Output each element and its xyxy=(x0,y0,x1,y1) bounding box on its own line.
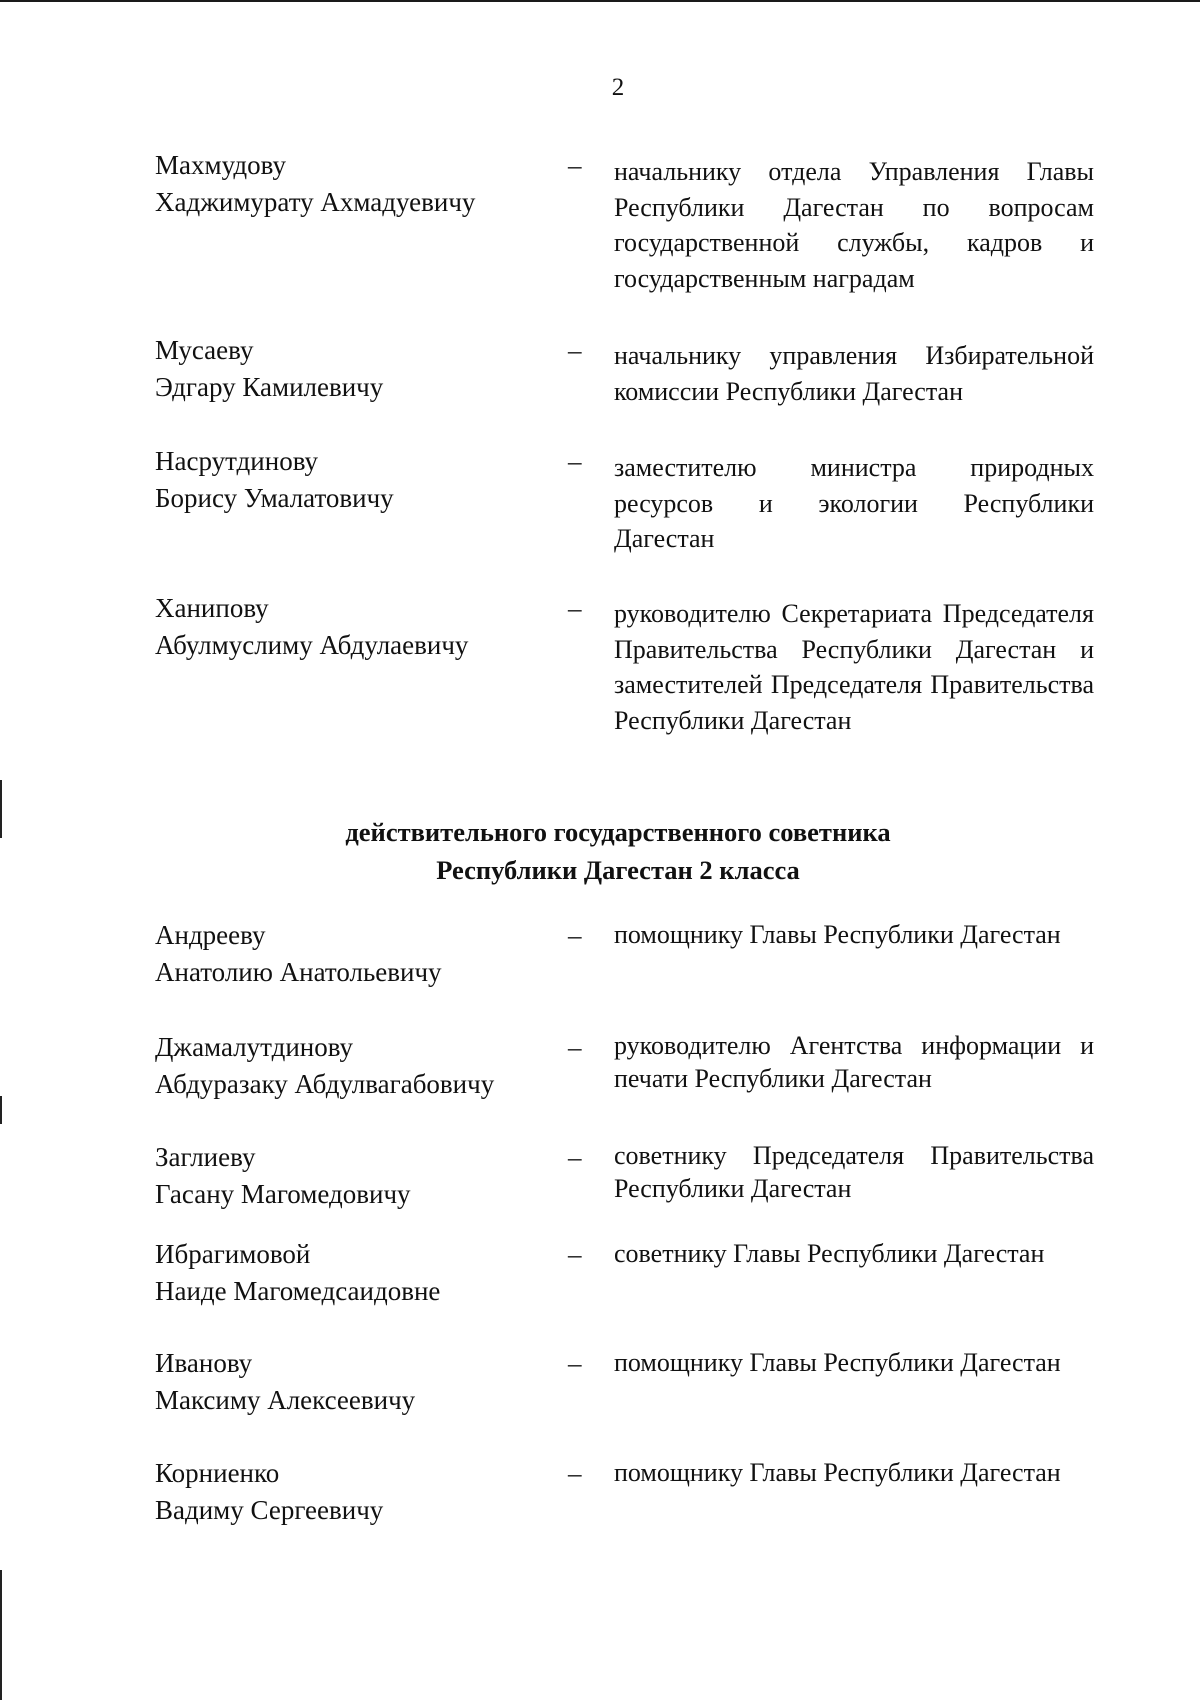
appointee-position xyxy=(614,917,1094,953)
appointee-position xyxy=(614,1029,1094,1095)
appointee-given-names: Борису Умалатовичу xyxy=(155,483,394,513)
appointee-position xyxy=(614,450,1094,557)
appointee-given-names: Абулмуслиму Абдулаевичу xyxy=(155,630,469,660)
appointee-name xyxy=(155,917,545,991)
position-line: помощнику Главы Республики Дагестан xyxy=(614,1348,1061,1377)
position-line: Республики Дагестан по вопросам xyxy=(614,192,1094,222)
appointee-name xyxy=(155,1345,545,1419)
appointee-surname: Махмудову xyxy=(155,150,286,180)
appointee-given-names: Гасану Магомедовичу xyxy=(155,1179,411,1209)
position-line: начальнику управления Избирательной xyxy=(614,341,1094,370)
appointee-name xyxy=(155,443,545,517)
appointee-name xyxy=(155,1029,545,1103)
position-line: государственной службы, кадров и xyxy=(614,228,1094,257)
appointee-surname: Корниенко xyxy=(155,1458,280,1488)
position-line: помощнику Главы Республики Дагестан xyxy=(614,920,1061,949)
dash-separator: – xyxy=(568,1458,582,1488)
scan-edge-mark xyxy=(0,1570,2,1700)
position-line: помощнику Главы Республики Дагестан xyxy=(614,1458,1061,1487)
appointee-name xyxy=(155,1139,545,1213)
dash-separator: – xyxy=(568,593,582,623)
appointee-position xyxy=(614,1345,1094,1381)
appointee-name xyxy=(155,147,545,221)
position-line: начальнику отдела Управления Главы xyxy=(614,157,1094,186)
position-line: печати Республики Дагестан xyxy=(614,1064,932,1093)
position-line: Дагестан xyxy=(614,524,715,553)
dash-separator: – xyxy=(568,920,582,950)
position-line: Правительства Республики Дагестан и xyxy=(614,634,1094,664)
appointee-surname: Джамалутдинову xyxy=(155,1032,354,1062)
page-number: 2 xyxy=(611,74,625,101)
appointee-given-names: Хаджимурату Ахмадуевичу xyxy=(155,187,476,217)
appointee-name xyxy=(155,590,545,664)
dash-separator: – xyxy=(568,335,582,365)
appointee-name xyxy=(155,1455,545,1529)
position-line: руководителю Секретариата Председателя xyxy=(614,599,1094,628)
dash-separator: – xyxy=(568,1239,582,1269)
appointee-surname: Иванову xyxy=(155,1348,253,1378)
appointee-surname: Андрееву xyxy=(155,920,266,950)
appointee-given-names: Наиде Магомедсаидовне xyxy=(155,1276,441,1306)
position-line: Республики Дагестан xyxy=(614,705,852,735)
appointee-position xyxy=(614,596,1094,738)
appointee-position xyxy=(614,1236,1094,1272)
dash-separator: – xyxy=(568,1142,582,1172)
position-line: советнику Главы Республики Дагестан xyxy=(614,1239,1045,1268)
dash-separator: – xyxy=(568,1032,582,1062)
appointee-given-names: Эдгару Камилевичу xyxy=(155,372,384,402)
position-line: заместителей Председателя Правительства xyxy=(614,670,1094,699)
position-line: руководителю Агентства информации и xyxy=(614,1031,1094,1060)
scan-edge-mark xyxy=(0,1096,2,1124)
appointee-position xyxy=(614,1455,1094,1491)
appointee-given-names: Вадиму Сергеевичу xyxy=(155,1495,384,1525)
appointee-surname: Ибрагимовой xyxy=(155,1239,311,1269)
dash-separator: – xyxy=(568,1348,582,1378)
dash-separator: – xyxy=(568,150,582,180)
section-heading xyxy=(0,813,1200,889)
appointee-position xyxy=(614,1139,1094,1205)
position-line: советнику Председателя Правительства xyxy=(614,1141,1094,1170)
position-line: государственным наградам xyxy=(614,263,915,293)
appointee-given-names: Максиму Алексеевичу xyxy=(155,1385,416,1415)
section-heading-line: Республики Дагестан 2 класса xyxy=(436,855,800,885)
position-line: комиссии Республики Дагестан xyxy=(614,376,963,406)
appointee-surname: Насрутдинову xyxy=(155,446,319,476)
appointee-given-names: Абдуразаку Абдулвагабовичу xyxy=(155,1069,495,1099)
position-line: Республики Дагестан xyxy=(614,1174,852,1203)
dash-separator: – xyxy=(568,446,582,476)
appointee-given-names: Анатолию Анатольевичу xyxy=(155,957,442,987)
appointee-name xyxy=(155,1236,545,1310)
appointee-position xyxy=(614,338,1094,409)
appointee-surname: Мусаеву xyxy=(155,335,254,365)
position-line: заместителю министра природных xyxy=(614,453,1094,482)
position-line: ресурсов и экологии Республики xyxy=(614,488,1094,518)
section-heading-line: действительного государственного советника xyxy=(345,817,891,847)
top-scan-border xyxy=(0,0,1200,2)
appointee-surname: Заглиеву xyxy=(155,1142,256,1172)
appointee-surname: Ханипову xyxy=(155,593,269,623)
appointee-position xyxy=(614,154,1094,296)
appointee-name xyxy=(155,332,545,406)
